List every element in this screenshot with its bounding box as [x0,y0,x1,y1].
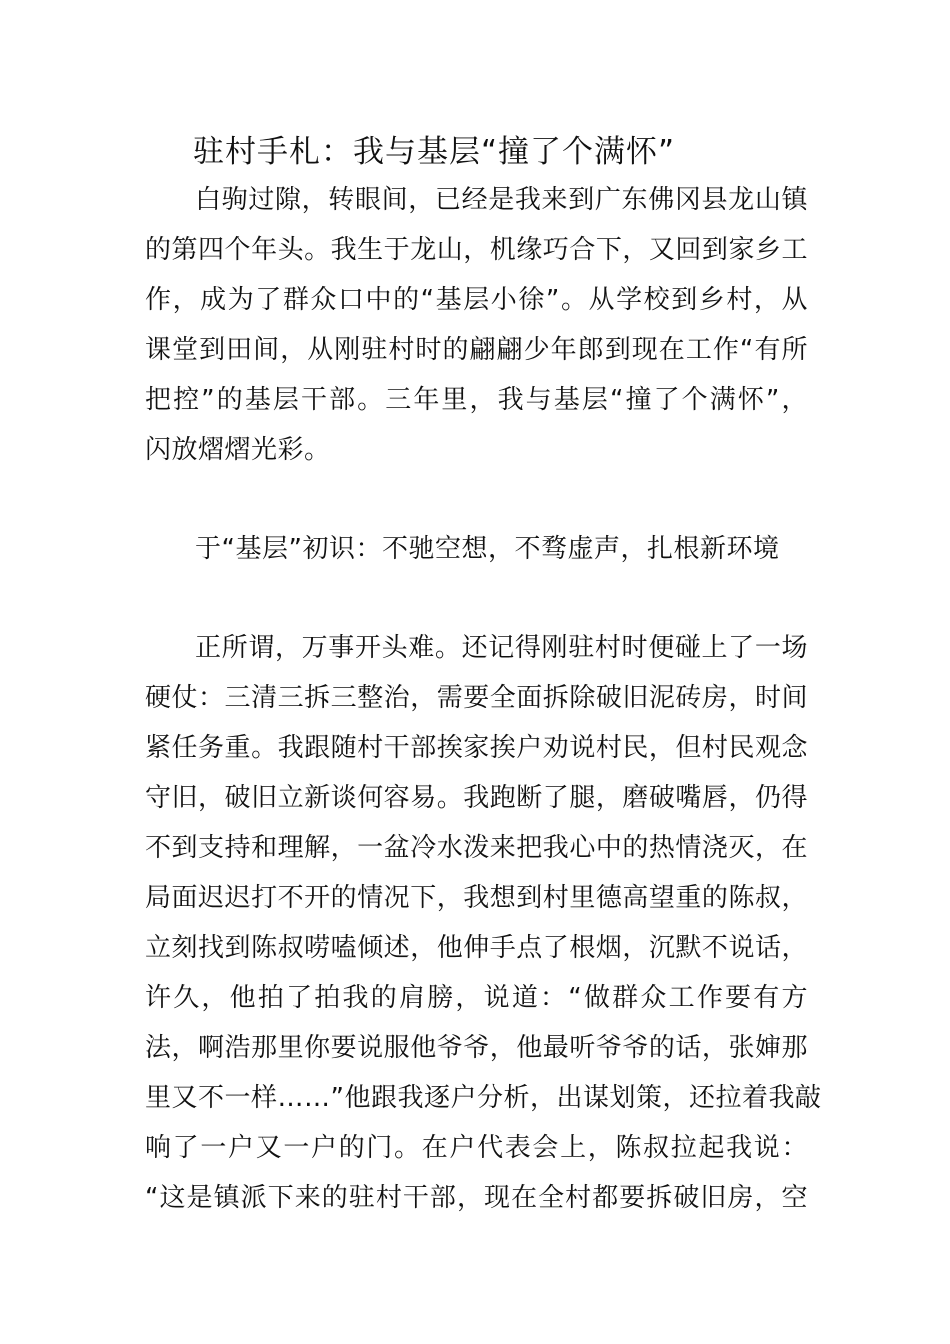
paragraph-2-line: 响了一户又一户的门。在户代表会上，陈叔拉起我说： [145,1133,808,1163]
section-heading: 于“基层”初识：不驰空想，不骛虚声，扎根新环境 [195,534,780,564]
paragraph-1-line: 把控”的基层干部。三年里，我与基层“撞了个满怀”， [145,385,808,415]
paragraph-1-line: 白驹过隙，转眼间，已经是我来到广东佛冈县龙山镇 [195,185,808,215]
paragraph-2-line: 许久，他拍了拍我的肩膀，说道：“做群众工作要有方 [145,983,808,1013]
paragraph-2-line: 立刻找到陈叔唠嗑倾述，他伸手点了根烟，沉默不说话， [145,933,808,963]
paragraph-1-line: 闪放熠熠光彩。 [145,435,331,465]
paragraph-1-line: 的第四个年头。我生于龙山，机缘巧合下，又回到家乡工 [145,235,808,265]
paragraph-2-line: 法，啊浩那里你要说服他爷爷，他最听爷爷的话，张婶那 [145,1033,808,1063]
paragraph-2-line: 不到支持和理解，一盆冷水泼来把我心中的热情浇灭，在 [145,833,808,863]
paragraph-2-line: 局面迟迟打不开的情况下，我想到村里德高望重的陈叔， [145,883,808,913]
paragraph-1-line: 课堂到田间，从刚驻村时的翩翩少年郎到现在工作“有所 [145,335,808,365]
document-title: 驻村手札：我与基层“撞了个满怀” [193,134,676,170]
paragraph-2-line: 紧任务重。我跟随村干部挨家挨户劝说村民，但村民观念 [145,733,808,763]
paragraph-2-line: 里又不一样……”他跟我逐户分析，出谋划策，还拉着我敲 [145,1083,822,1113]
paragraph-2-line: 守旧，破旧立新谈何容易。我跑断了腿，磨破嘴唇，仍得 [145,783,808,813]
paragraph-2-line: 正所谓，万事开头难。还记得刚驻村时便碰上了一场 [195,633,808,663]
paragraph-2-line: “这是镇派下来的驻村干部，现在全村都要拆破旧房，空 [145,1183,808,1213]
paragraph-2-line: 硬仗：三清三拆三整治，需要全面拆除破旧泥砖房，时间 [145,683,808,713]
paragraph-1-line: 作，成为了群众口中的“基层小徐”。从学校到乡村，从 [145,285,808,315]
